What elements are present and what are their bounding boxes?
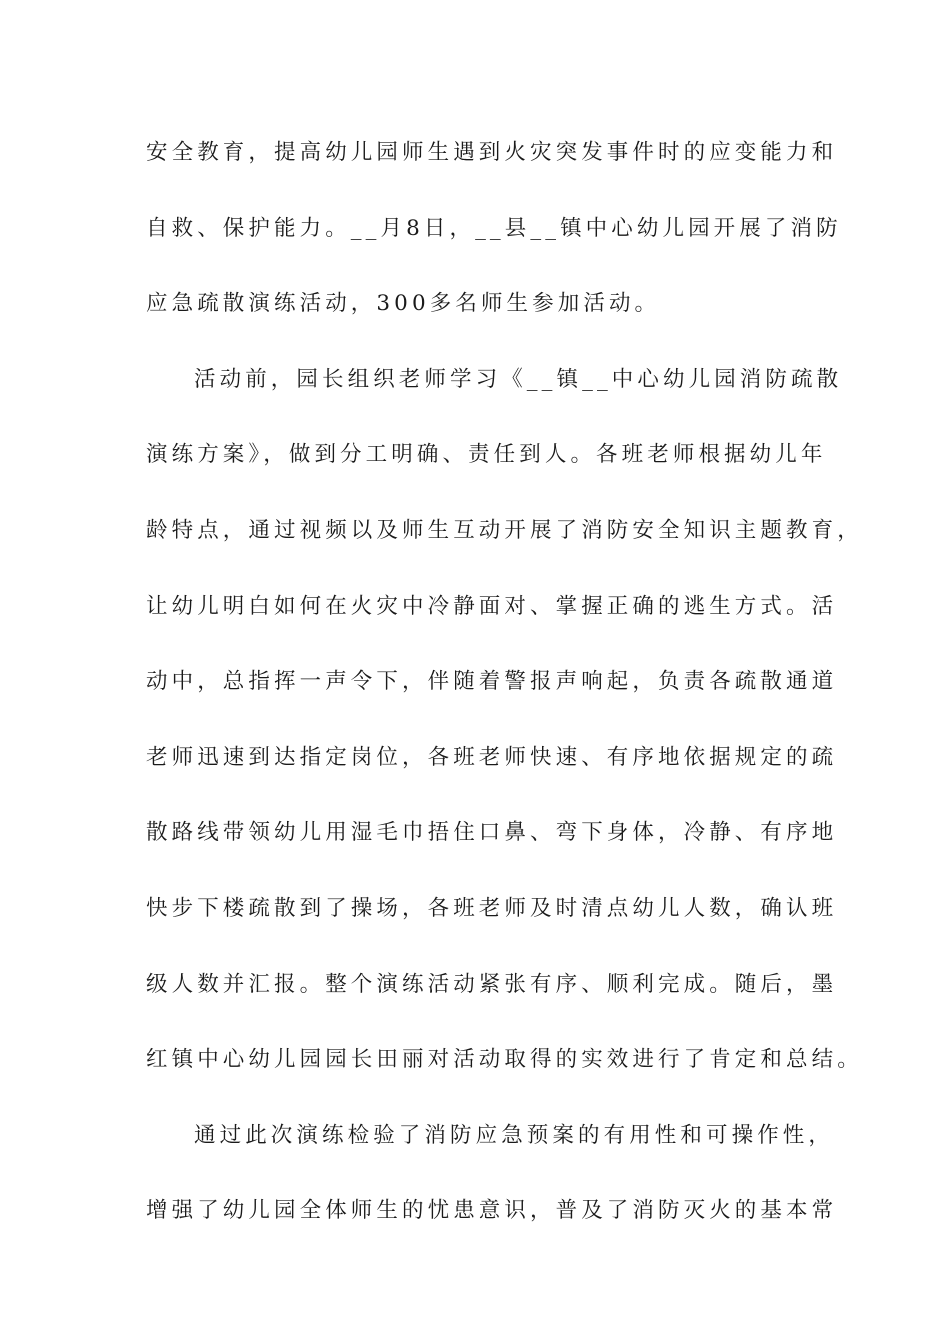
text-line: 增强了幼儿园全体师生的忧患意识，普及了消防灭火的基本常 [146,1198,838,1224]
body-text [146,128,863,1262]
text-line: 老师迅速到达指定岗位，各班老师快速、有序地依据规定的疏 [146,744,838,770]
paragraph-start-line: 活动前，园长组织老师学习《__镇__中心幼儿园消防疏散 [194,366,843,392]
text-line: 快步下楼疏散到了操场，各班老师及时清点幼儿人数，确认班 [146,895,838,921]
text-line: 安全教育，提高幼儿园师生遇到火灾突发事件时的应变能力和 [146,140,838,165]
paragraph-start-line: 通过此次演练检验了消防应急预案的有用性和可操作性， [194,1122,835,1148]
text-line: 红镇中心幼儿园园长田丽对活动取得的实效进行了肯定和总结。 [146,1047,863,1073]
text-line: 演练方案》，做到分工明确、责任到人。各班老师根据幼儿年 [146,442,827,468]
text-line: 动中，总指挥一声令下，伴随着警报声响起，负责各疏散通道 [146,669,838,695]
text-line: 让幼儿明白如何在火灾中冷静面对、掌握正确的逃生方式。活 [146,593,838,619]
text-line: 自救、保护能力。__月8日，__县__镇中心幼儿园开展了消防 [146,215,842,241]
text-line: 散路线带领幼儿用湿毛巾捂住口鼻、弯下身体，冷静、有序地 [146,820,838,846]
text-line: 龄特点，通过视频以及师生互动开展了消防安全知识主题教育， [146,517,863,543]
text-line: 级人数并汇报。整个演练活动紧张有序、顺利完成。随后，墨 [146,971,838,997]
text-line: 应急疏散演练活动，300多名师生参加活动。 [146,291,661,317]
